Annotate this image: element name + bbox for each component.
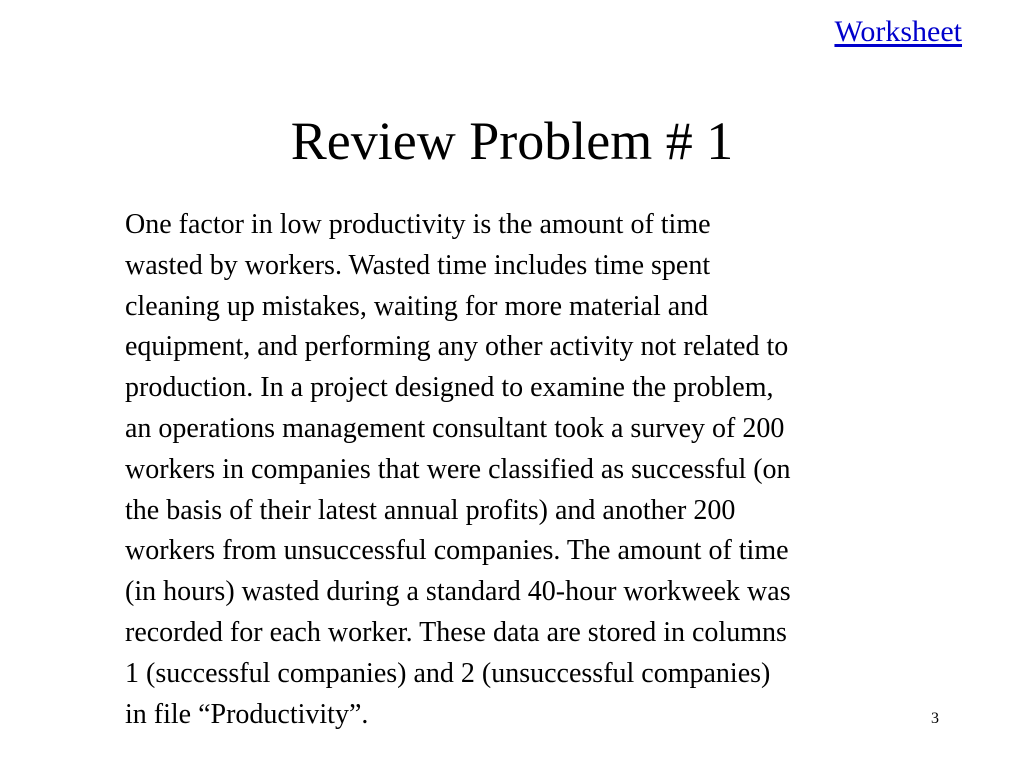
text-line: an operations management consultant took a survey of 200	[125, 412, 785, 444]
text-line: equipment, and performing any other activity not related to	[125, 331, 789, 363]
text-line: One factor in low productivity is the amount of time	[125, 209, 711, 240]
page-number: 3	[931, 710, 939, 727]
text-line: production. In a project designed to examine the problem,	[125, 372, 774, 404]
text-line: the basis of their latest annual profits) and another 200	[125, 494, 736, 526]
text-line: 1 (successful companies) and 2 (unsuccessful companies)	[125, 657, 771, 689]
text-line: wasted by workers. Wasted time includes time spent	[125, 249, 711, 281]
worksheet-link[interactable]: Worksheet	[834, 15, 962, 48]
text-line: workers in companies that were classified as successful (on	[125, 453, 791, 485]
text-line: in file “Productivity”.	[125, 698, 369, 730]
slide-title: Review Problem # 1	[290, 111, 734, 171]
text-line: workers from unsuccessful companies. The amount of time	[125, 535, 789, 567]
text-line: recorded for each worker. These data are stored in columns	[125, 616, 787, 648]
text-line: (in hours) wasted during a standard 40-hour workweek was	[125, 576, 791, 608]
problem-text	[125, 205, 945, 735]
text-line: cleaning up mistakes, waiting for more material and	[125, 290, 709, 322]
